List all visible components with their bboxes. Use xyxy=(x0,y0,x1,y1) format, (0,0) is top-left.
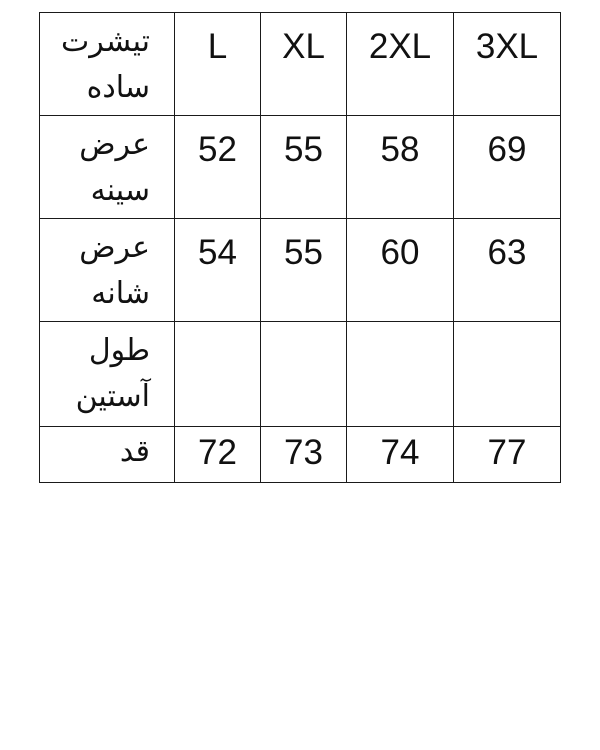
table-cell: 63 xyxy=(454,219,561,322)
table-cell: 58 xyxy=(347,116,454,219)
size-chart-table xyxy=(39,12,561,483)
size-header-l: L xyxy=(175,13,261,116)
table-cell xyxy=(175,322,261,427)
table-cell xyxy=(454,322,561,427)
table-cell: 60 xyxy=(347,219,454,322)
table-header-row xyxy=(40,13,561,116)
table-cell: 55 xyxy=(261,219,347,322)
table-cell: 72 xyxy=(175,427,261,483)
size-header-3xl: 3XL xyxy=(454,13,561,116)
table-cell: 73 xyxy=(261,427,347,483)
table-cell xyxy=(347,322,454,427)
product-name-cell: تیشرت ساده xyxy=(40,13,175,116)
row-label-chest-width: عرض سینه xyxy=(40,116,175,219)
table-row-shoulder-width xyxy=(40,219,561,322)
table-cell: 55 xyxy=(261,116,347,219)
row-label-shoulder-width: عرض شانه xyxy=(40,219,175,322)
row-label-height: قد xyxy=(40,427,175,483)
size-header-2xl: 2XL xyxy=(347,13,454,116)
table-cell: 77 xyxy=(454,427,561,483)
table-cell: 52 xyxy=(175,116,261,219)
table-cell: 54 xyxy=(175,219,261,322)
table-cell: 69 xyxy=(454,116,561,219)
table-row-height xyxy=(40,427,561,483)
table-row-chest-width xyxy=(40,116,561,219)
table-cell xyxy=(261,322,347,427)
size-header-xl: XL xyxy=(261,13,347,116)
table-row-sleeve-length xyxy=(40,322,561,427)
table-cell: 74 xyxy=(347,427,454,483)
row-label-sleeve-length: طول آستین xyxy=(40,322,175,427)
